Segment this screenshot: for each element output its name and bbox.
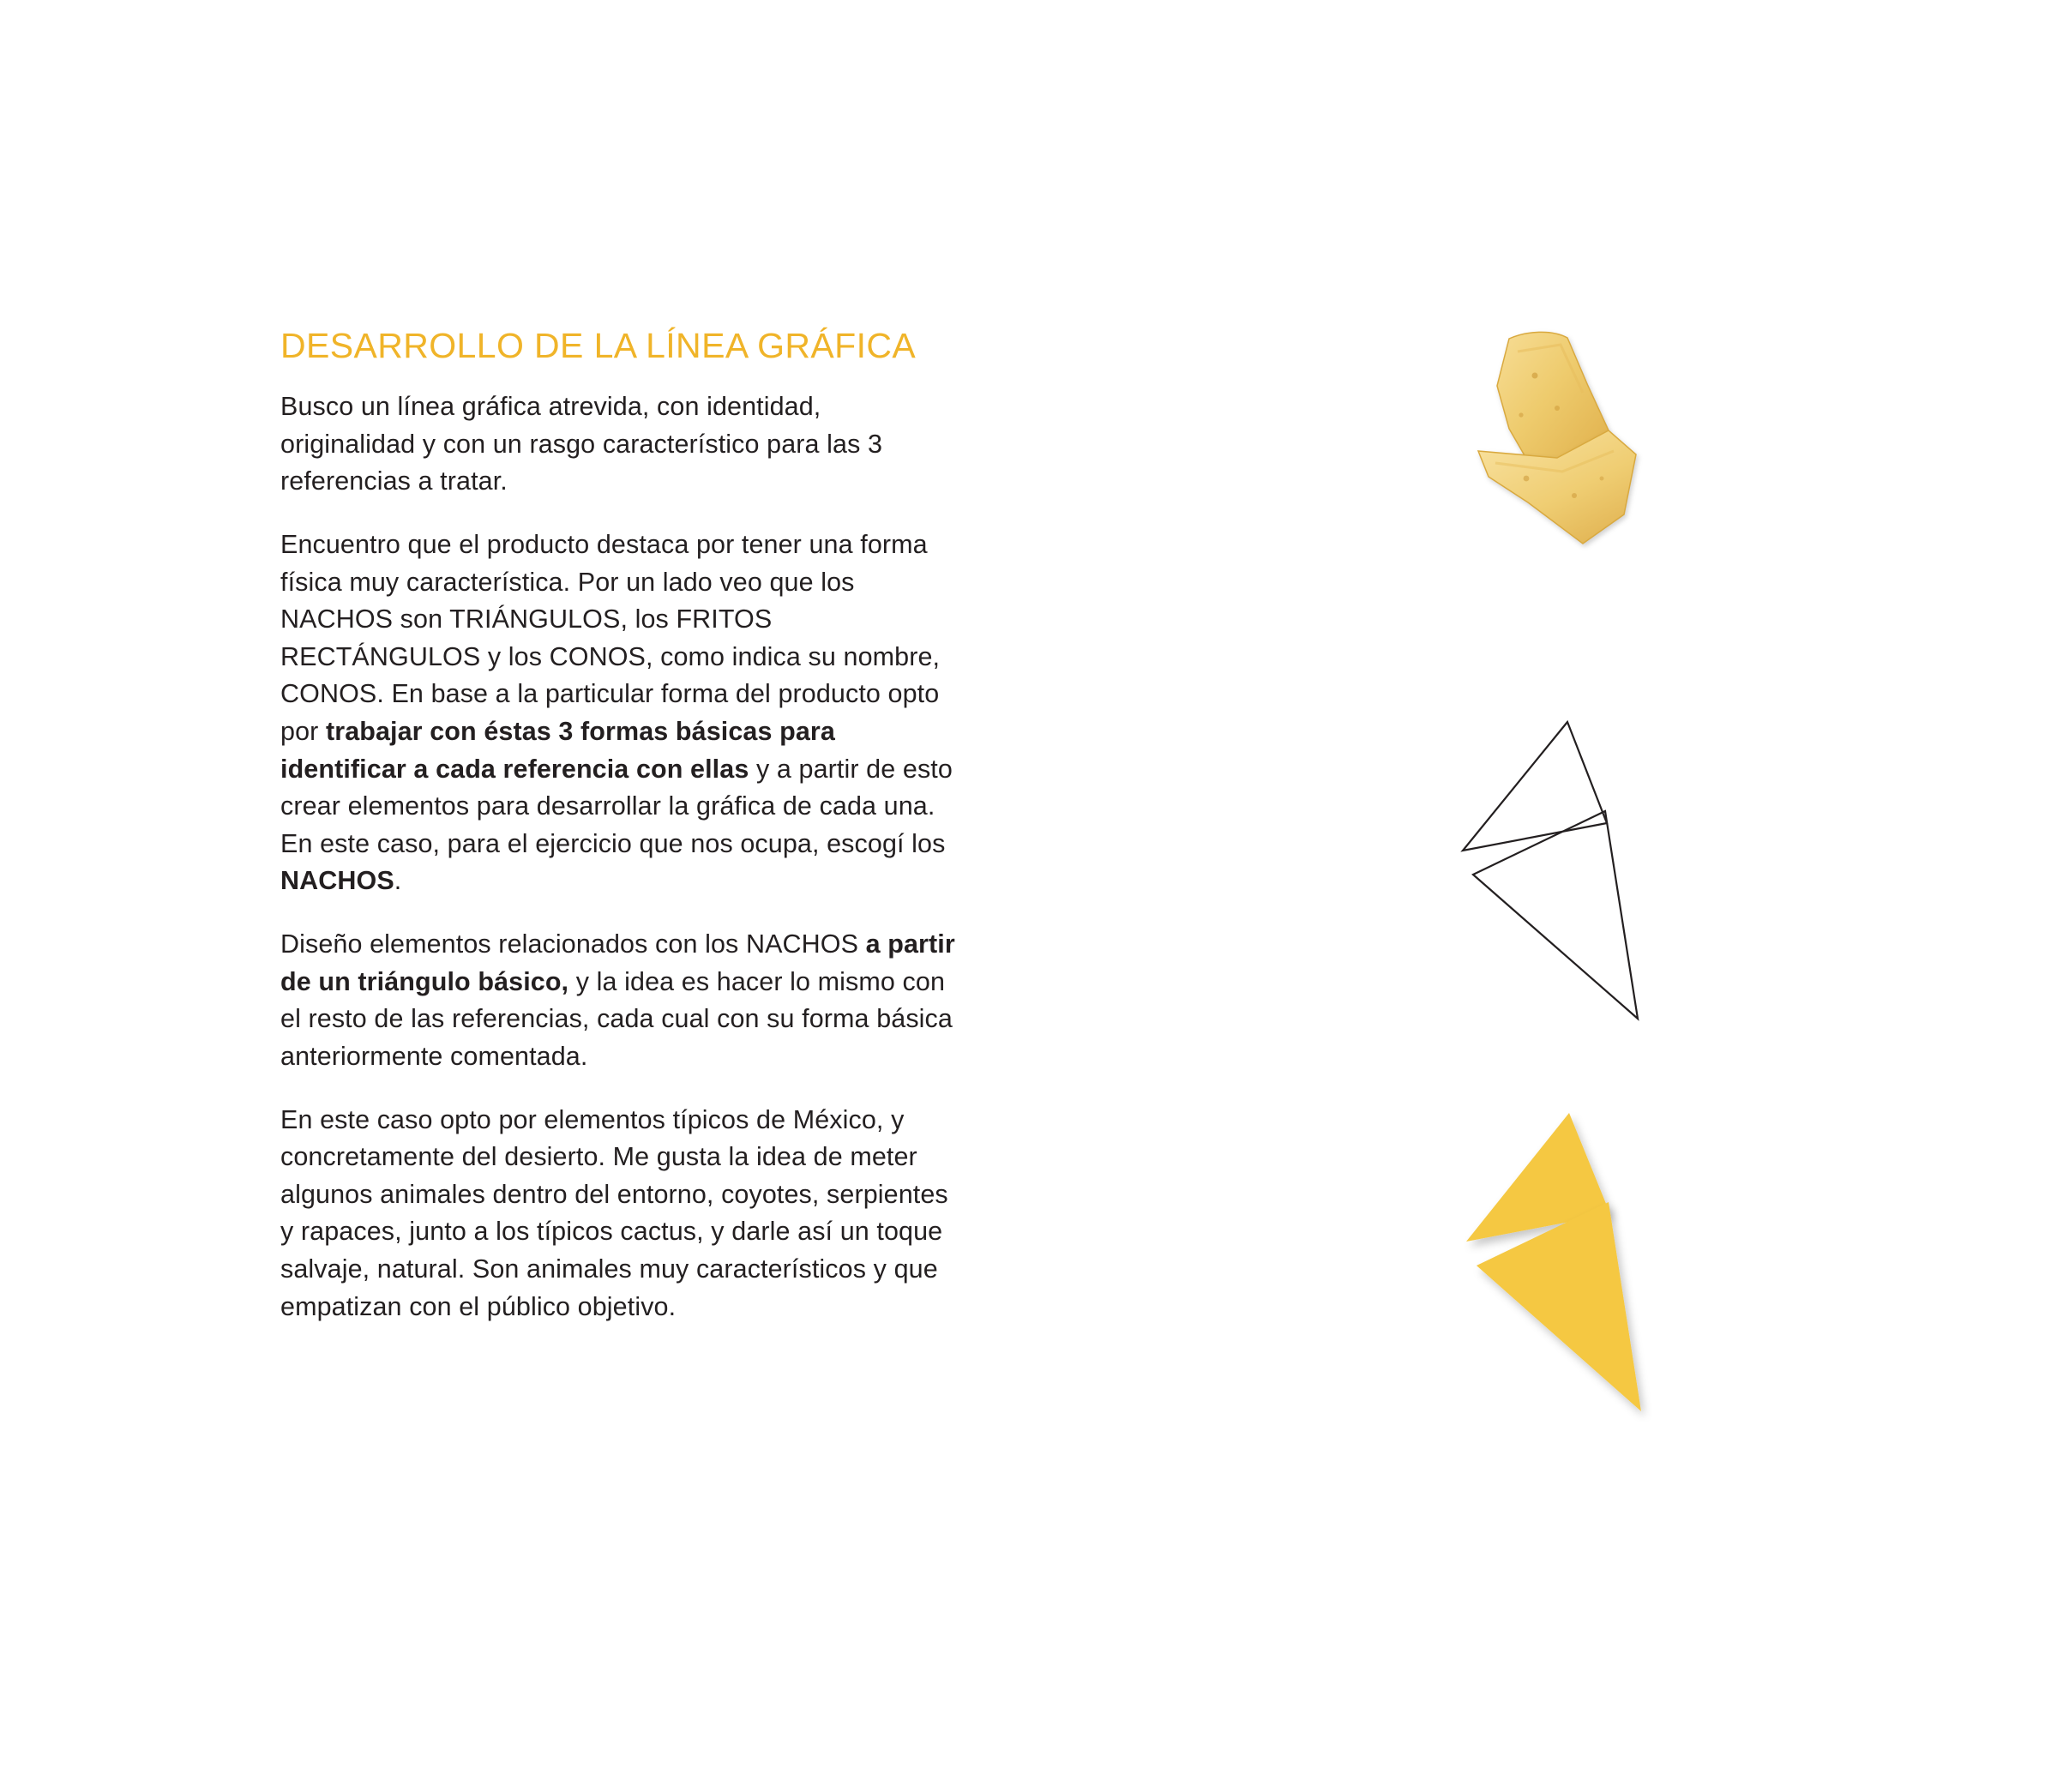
body-text: Encuentro que el producto destaca por tener una forma física muy característica. Por un lado veo que los NACHOS son TRIÁNGULOS, los FRITOS RECTÁNGULOS y los CONOS, como indica su nombre, CONOS. En base a la particular forma del producto opto por (280, 529, 941, 747)
emphasis-text: trabajar con éstas 3 formas básicas para identificar a cada referencia con ellas (280, 717, 835, 784)
article-text-column (280, 326, 958, 1326)
solid-yellow-triangles-diagram (1389, 1097, 1732, 1458)
outline-triangles-diagram (1389, 703, 1732, 1046)
body-text: y la idea es hacer lo mismo con el resto de las referencias, cada cual con su forma básica anteriormente comentada. (280, 966, 953, 1071)
paragraph-triangle-elements (280, 926, 958, 1075)
nacho-chips-photo (1406, 326, 1715, 660)
body-text: . (394, 866, 402, 896)
outline-triangle-upper (1463, 722, 1607, 851)
outline-triangles-svg (1389, 703, 1732, 1046)
graphics-column (1372, 326, 1886, 1466)
body-text: Diseño elementos relacionados con los NACHOS (280, 929, 866, 959)
emphasis-text: NACHOS (280, 866, 394, 896)
body-text: y a partir de esto crear elementos para desarrollar la gráfica de cada una. En este caso, para el ejercicio que nos ocupa, escogí los (280, 754, 953, 858)
emphasis-text: a partir de un triángulo básico, (280, 929, 955, 996)
solid-triangles-svg (1389, 1097, 1732, 1458)
paragraph-intro (280, 388, 958, 501)
body-text: En este caso opto por elementos típicos de México, y concretamente del desierto. Me gusta la idea de meter algunos animales dentro del entorno, coyotes, serpientes y rapaces, junto a los típicos cactus, y darle así un toque salvaje, natural. Son animales muy característicos y que empatizan con el público objetivo. (280, 1104, 948, 1321)
outline-triangle-lower (1473, 811, 1638, 1019)
body-text: Busco un línea gráfica atrevida, con identidad, originalidad y con un rasgo característico para las 3 referencias a tratar. (280, 392, 883, 496)
page-title: DESARROLLO DE LA LÍNEA GRÁFICA (280, 326, 917, 365)
nacho-chips-svg (1406, 326, 1715, 660)
paragraph-product-shapes (280, 526, 958, 900)
paragraph-mexico-desert (280, 1102, 958, 1326)
